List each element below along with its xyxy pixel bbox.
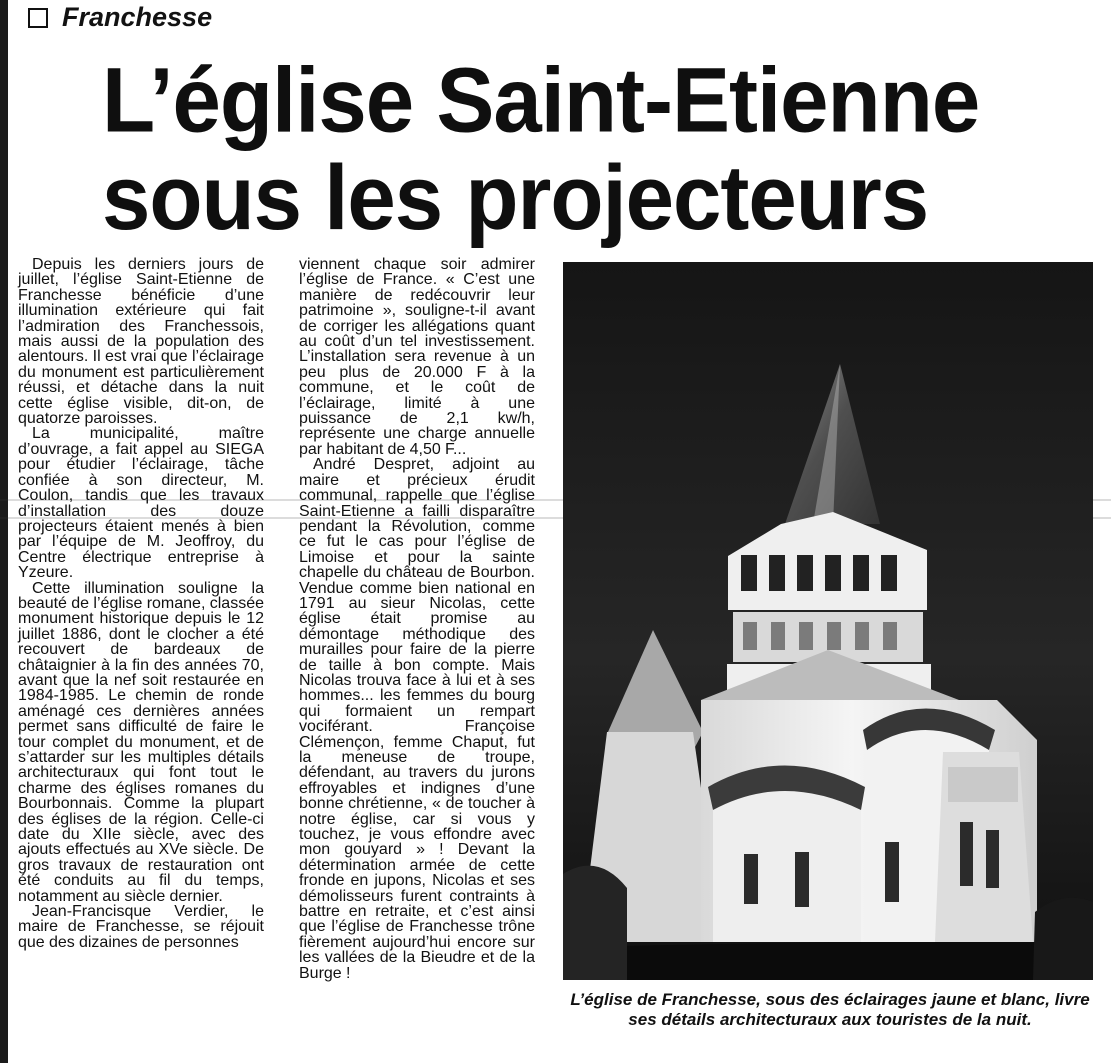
article-headline (102, 48, 980, 250)
illuminated-church-photo (563, 262, 1093, 980)
article-column-2 (299, 257, 535, 981)
foreground-tree-shadow (563, 866, 627, 980)
photo-caption: L’église de Franchesse, sous des éclairages jaune et blanc, livre ses détails architecturaux aux touristes de la nuit. (570, 990, 1090, 1029)
article-paragraph: Jean-Francisque Verdier, le maire de Franchesse, se réjouit que des dizaines de personnes (18, 903, 264, 951)
article-paragraph: André Despret, adjoint au maire et précieux érudit communal, rappelle que l’église Saint-Etienne a failli disparaître pendant la Révolution, comme ce fut le cas pour l’église de Limoise et pour la sainte chapelle du château de Bourbon. Vendue comme bien national en 1791 au sieur Nicolas, cette église était promise au démontage méthodique des murailles pour faire de la pierre de taille à bon compte. Mais Nicolas trouva face à lui et à ses hommes... les femmes du bourg qui formaient un rempart vociférant. Françoise Clémençon, femme Chaput, fut la meneuse de troupe, défendant, au travers du jurons effroyables et indignes d’une bonne chrétienne, « de toucher à notre église, car si vous y touchez, je vous effondre avec mon gouyard » ! Devant la détermination armée de cette fronde en jupons, Nicolas et ses démolisseurs furent contraints à battre en retraite, et c’est ainsi que l’église de Franchesse trône fièrement aujourd’hui encore sur les vallées de la Bieudre et de la Burge ! (299, 456, 535, 982)
section-kicker-label: Franchesse (62, 1, 213, 32)
article-paragraph: viennent chaque soir admirer l’église de France. « C’est une manière de redécouvrir leur patrimoine », souligne-t-il avant de corriger les allégations quant au coût d’un tel investissement. L’installation sera revenue à un peu plus de 20.000 F à la commune, et le coût de l’éclairage, limité à une puissance de 2,1 kw/h, représente une charge annuelle par habitant de 4,50 F... (299, 256, 535, 458)
headline-line-1: L’église Saint-Etienne (102, 48, 980, 152)
article-paragraph: Cette illumination souligne la beauté de l’église romane, classée monument historique depuis le 12 juillet 1886, dont le clocher a été recouvert de bardeaux de châtaignier à la fin des années 70, avant que la nef soit restaurée en 1984-1985. Le chemin de ronde aménagé ces dernières années permet sans difficulté de faire le tour complet du monument, et de s’attarder sur les multiples détails architecturaux qui font tout le charme des églises romanes du Bourbonnais. Comme la plupart des églises de la région. Celle-ci date du XIIe siècle, avec des ajouts effectués au XVe siècle. De gros travaux de restauration ont été conduits au fil du temps, notamment au siècle dernier. (18, 579, 264, 905)
chapel-band (948, 767, 1018, 802)
checkbox-square-icon (28, 8, 48, 28)
headline-line-2: sous les projecteurs (102, 146, 929, 250)
foreground-shadow-right (1033, 898, 1093, 980)
left-page-border (0, 0, 8, 1063)
article-column-1 (18, 257, 264, 950)
article-paragraph: La municipalité, maître d’ouvrage, a fait appel au SIEGA pour étudier l’éclairage, tâche confiée à son directeur, M. Coulon, tandis que les travaux d’installation des douze projecteurs étaient menés à bien par l’équipe de M. Jeoffroy, du Centre électrique entreprise à Yzeure. (18, 425, 264, 582)
church-photo (563, 262, 1093, 980)
section-kicker (28, 2, 212, 32)
article-paragraph: Depuis les derniers jours de juillet, l’église Saint-Etienne de Franchesse bénéficie d’une illumination extérieure qui fait l’admiration des Franchessois, mais aussi de la population des alentours. Il est vrai que l’éclairage du monument est particulièrement réussi, et détache dans la nuit cette église visible, dit-on, de quatorze paroisses. (18, 256, 264, 428)
